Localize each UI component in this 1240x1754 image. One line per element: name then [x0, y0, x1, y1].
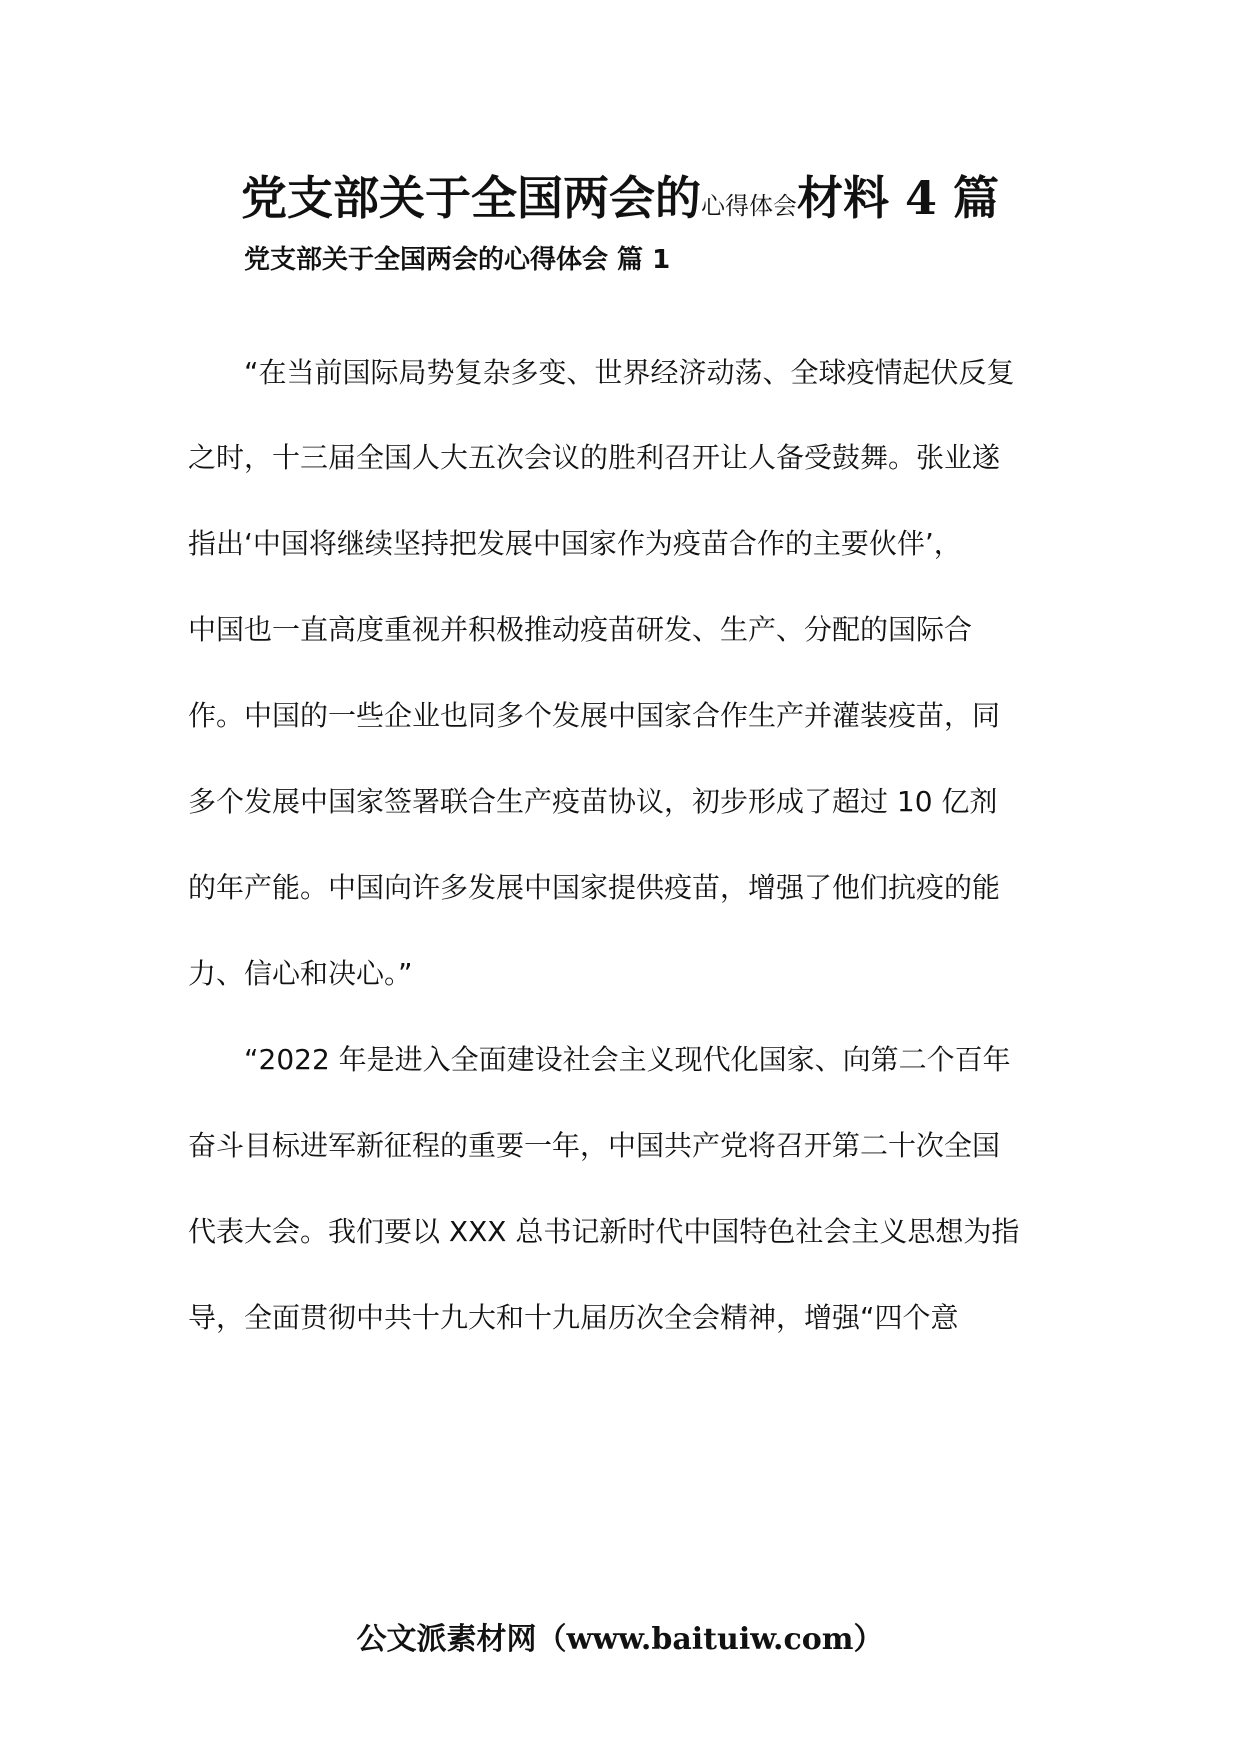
title-main-part2: 材料 4 篇	[796, 171, 1000, 225]
paragraph-line: 代表大会。我们要以 XXX 总书记新时代中国特色社会主义思想为指	[188, 1215, 1020, 1248]
footer-watermark-text: 公文派素材网（www.baituiw.com）	[356, 1622, 884, 1657]
section-heading: 党支部关于全国两会的心得体会 篇 1	[244, 245, 671, 275]
paragraph-line: 作。中国的一些企业也同多个发展中国家合作生产并灌装疫苗，同	[188, 699, 1001, 732]
paragraph-line: 导，全面贯彻中共十九大和十九届历次全会精神，增强“四个意	[188, 1301, 959, 1334]
paragraph-line: 指出‘中国将继续坚持把发展中国家作为疫苗合作的主要伙伴’，	[188, 527, 962, 560]
title-small-part: 心得体会	[700, 192, 797, 220]
paragraph-line: 奋斗目标进军新征程的重要一年，中国共产党将召开第二十次全国	[188, 1129, 1001, 1162]
paragraph-line: 力、信心和决心。”	[188, 957, 413, 990]
paragraph-line: 的年产能。中国向许多发展中国家提供疫苗，增强了他们抗疫的能	[188, 871, 1001, 904]
title-main-part1: 党支部关于全国两会的	[240, 171, 701, 225]
paragraph-line: 之时，十三届全国人大五次会议的胜利召开让人备受鼓舞。张业遂	[188, 441, 1001, 474]
paragraph-line: 多个发展中国家签署联合生产疫苗协议，初步形成了超过 10 亿剂	[188, 785, 998, 818]
document-title	[0, 168, 1240, 236]
paragraph-line: “2022 年是进入全面建设社会主义现代化国家、向第二个百年	[244, 1043, 1011, 1076]
paragraph-line: 中国也一直高度重视并积极推动疫苗研发、生产、分配的国际合	[188, 613, 973, 646]
paragraph-line: “在当前国际局势复杂多变、世界经济动荡、全球疫情起伏反复	[244, 356, 1015, 389]
